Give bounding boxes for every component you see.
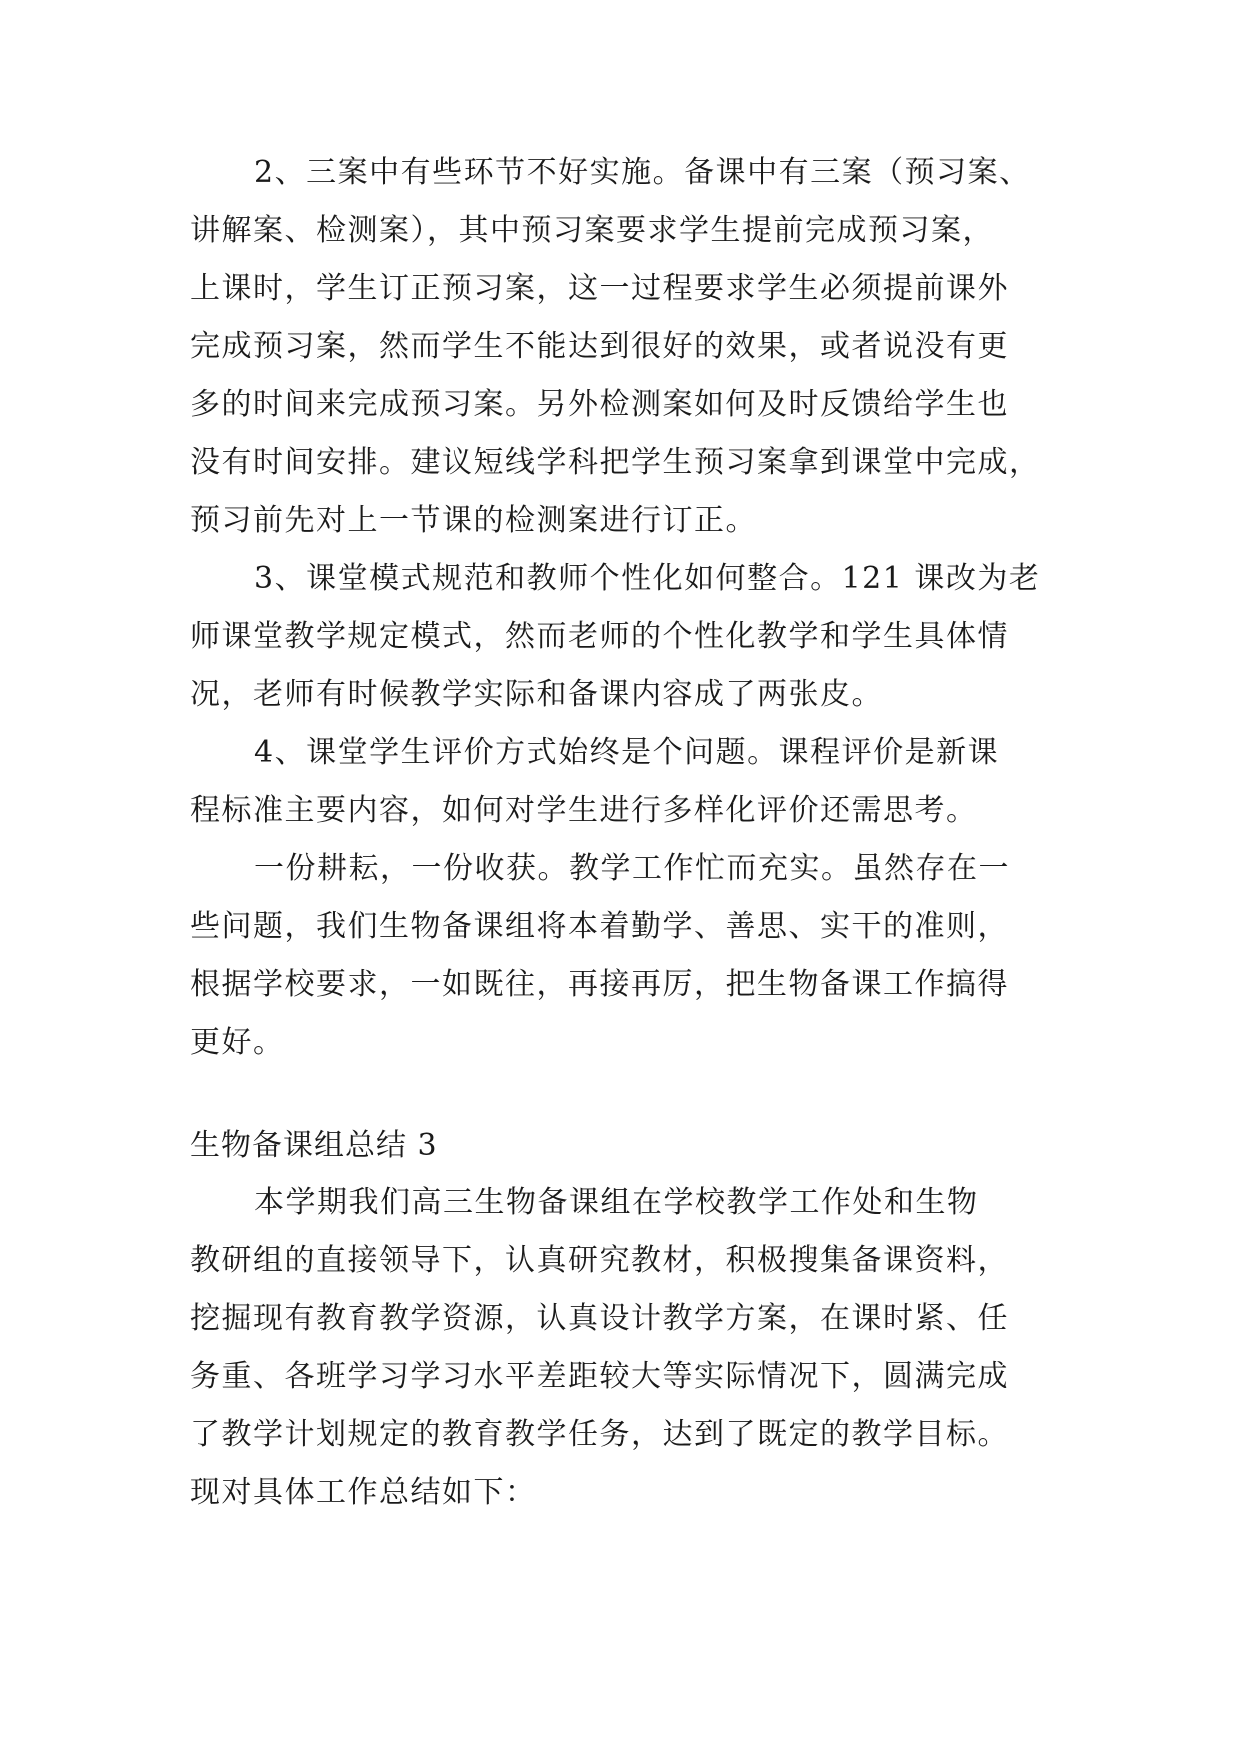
paragraph-5-line-2: 些问题，我们生物备课组将本着勤学、善思、实干的准则，: [190, 909, 1009, 944]
section-title: 生物备课组总结 3: [190, 1128, 438, 1163]
paragraph-2-line-7: 预习前先对上一节课的检测案进行订正。: [190, 503, 757, 538]
paragraph-2-line-5: 多的时间来完成预习案。另外检测案如何及时反馈给学生也: [190, 387, 1009, 422]
section-paragraph-line-2: 教研组的直接领导下，认真研究教材，积极搜集备课资料，: [190, 1243, 1009, 1278]
paragraph-5-line-4: 更好。: [190, 1025, 285, 1060]
paragraph-2-line-6: 没有时间安排。建议短线学科把学生预习案拿到课堂中完成，: [190, 445, 1041, 480]
paragraph-5-line-1: 一份耕耘，一份收获。教学工作忙而充实。虽然存在一: [254, 851, 1010, 886]
section-paragraph-line-6: 现对具体工作总结如下：: [190, 1475, 537, 1510]
section-paragraph-line-5: 了教学计划规定的教育教学任务，达到了既定的教学目标。: [190, 1417, 1009, 1452]
paragraph-2-line-2: 讲解案、检测案），其中预习案要求学生提前完成预习案，: [190, 213, 994, 248]
paragraph-5-line-3: 根据学校要求，一如既往，再接再厉，把生物备课工作搞得: [190, 967, 1009, 1002]
paragraph-3-line-3: 况，老师有时候教学实际和备课内容成了两张皮。: [190, 677, 883, 712]
section-paragraph-line-3: 挖掘现有教育教学资源，认真设计教学方案，在课时紧、任: [190, 1301, 1009, 1336]
paragraph-2-line-1: 2、三案中有些环节不好实施。备课中有三案（预习案、: [254, 155, 1031, 190]
paragraph-2-line-3: 上课时，学生订正预习案，这一过程要求学生必须提前课外: [190, 271, 1009, 306]
paragraph-3-line-2: 师课堂教学规定模式，然而老师的个性化教学和学生具体情: [190, 619, 1009, 654]
section-paragraph-line-1: 本学期我们高三生物备课组在学校教学工作处和生物: [254, 1185, 979, 1220]
section-paragraph-line-4: 务重、各班学习学习水平差距较大等实际情况下，圆满完成: [190, 1359, 1009, 1394]
paragraph-4-line-1: 4、课堂学生评价方式始终是个问题。课程评价是新课: [254, 735, 1000, 770]
paragraph-3-line-1: 3、课堂模式规范和教师个性化如何整合。121 课改为老: [254, 561, 1041, 596]
paragraph-2-line-4: 完成预习案，然而学生不能达到很好的效果，或者说没有更: [190, 329, 1009, 364]
paragraph-4-line-2: 程标准主要内容，如何对学生进行多样化评价还需思考。: [190, 793, 978, 828]
